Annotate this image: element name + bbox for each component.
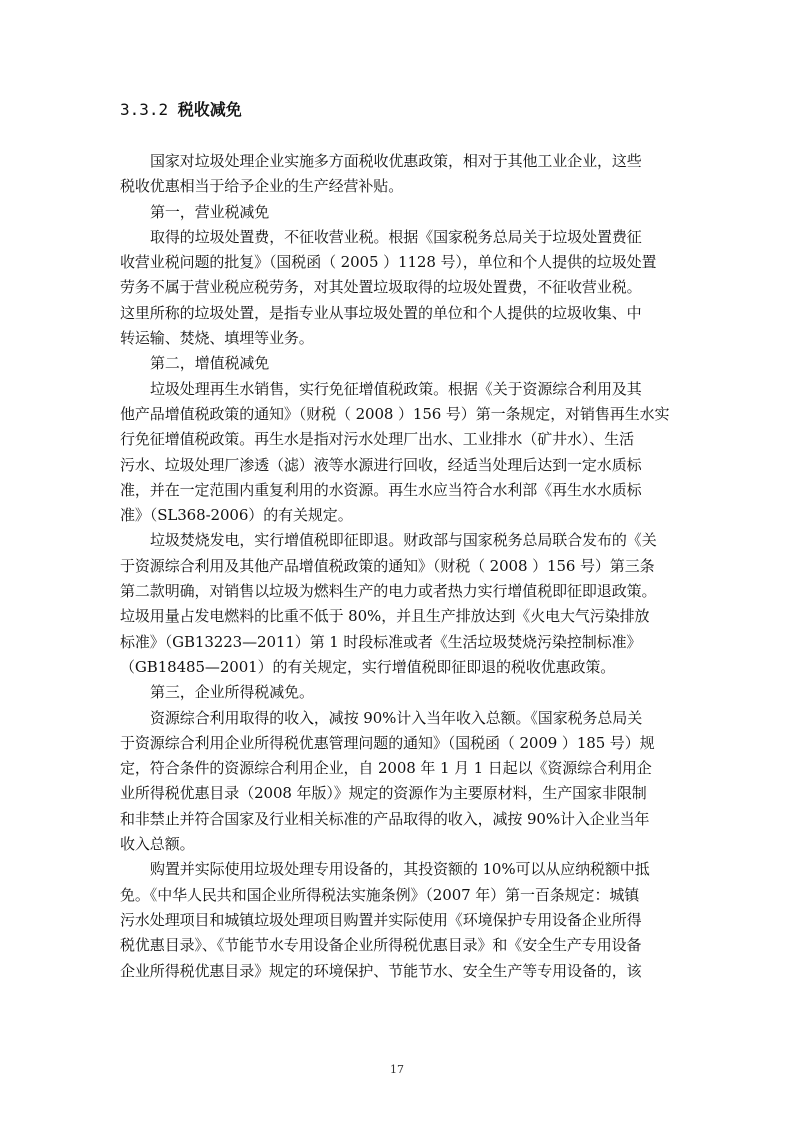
body-text xyxy=(120,149,682,984)
text-line: （GB18485—2001）的有关规定，实行增值税即征即退的税收优惠政策。 xyxy=(120,657,616,676)
text-line: 取得的垃圾处置费，不征收营业税。根据《国家税务总局关于垃圾处置费征 xyxy=(150,227,642,246)
page-number: 17 xyxy=(390,1063,404,1076)
text-line: 购置并实际使用垃圾处理专用设备的，其投资额的 10%可以从应纳税额中抵 xyxy=(150,860,650,879)
text-line: 污水处理项目和城镇垃圾处理项目购置并实际使用《环境保护专用设备企业所得 xyxy=(120,910,642,929)
text-line: 他产品增值税政策的通知》（财税（ 2008 ）156 号）第一条规定，对销售再生水实 xyxy=(120,404,670,423)
text-line: 垃圾焚烧发电，实行增值税即征即退。财政部与国家税务总局联合发布的《关 xyxy=(150,531,657,550)
text-line: 免。《中华人民共和国企业所得税法实施条例》（2007 年）第一百条规定：城镇 xyxy=(120,885,640,904)
text-line: 第二款明确，对销售以垃圾为燃料生产的电力或者热力实行增值税即征即退政策。 xyxy=(120,582,657,601)
text-line: 和非禁止并符合国家及行业相关标准的产品取得的收入，减按 90%计入企业当年 xyxy=(120,809,650,828)
section-heading xyxy=(120,98,242,122)
text-line: 标准》（GB13223—2011）第 1 时段标准或者《生活垃圾焚烧污染控制标准》 xyxy=(120,632,642,651)
text-line: 垃圾用量占发电燃料的比重不低于 80%，并且生产排放达到《火电大气污染排放 xyxy=(120,607,650,626)
text-line: 这里所称的垃圾处置，是指专业从事垃圾处置的单位和个人提供的垃圾收集、中 xyxy=(120,303,642,322)
text-line: 劳务不属于营业税应税劳务，对其处置垃圾取得的垃圾处置费，不征收营业税。 xyxy=(120,278,642,297)
text-line: 收入总额。 xyxy=(120,835,195,854)
text-line: 资源综合利用取得的收入，减按 90%计入当年收入总额。《国家税务总局关 xyxy=(150,708,643,727)
text-line: 收营业税问题的批复》（国税函（ 2005 ）1128 号），单位和个人提供的垃圾处置 xyxy=(120,253,657,272)
text-line: 第二，增值税减免 xyxy=(150,354,270,373)
text-line: 污水、垃圾处理厂渗透（滤）液等水源进行回收，经适当处理后达到一定水质标 xyxy=(120,455,642,474)
text-line: 定，符合条件的资源综合利用企业，自 2008 年 1 月 1 日起以《资源综合利用企 xyxy=(120,759,652,778)
text-line: 第一，营业税减免 xyxy=(150,202,270,221)
text-line: 业所得税优惠目录（2008 年版）》规定的资源作为主要原材料，生产国家非限制 xyxy=(120,784,647,803)
text-line: 企业所得税优惠目录》规定的环境保护、节能节水、安全生产等专用设备的，该 xyxy=(120,961,642,980)
text-line: 于资源综合利用及其他产品增值税政策的通知》（财税（ 2008 ）156 号）第三条 xyxy=(120,556,655,575)
section-title: 税收减免 xyxy=(177,100,242,119)
text-line: 垃圾处理再生水销售，实行免征增值税政策。根据《关于资源综合利用及其 xyxy=(150,379,642,398)
section-number: 3.3.2 xyxy=(120,100,169,119)
text-line: 准》（SL368-2006）的有关规定。 xyxy=(120,506,353,525)
text-line: 转运输、焚烧、填埋等业务。 xyxy=(120,329,314,348)
text-line: 行免征增值税政策。再生水是指对污水处理厂出水、工业排水（矿井水）、生活 xyxy=(120,430,635,449)
text-line: 国家对垃圾处理企业实施多方面税收优惠政策，相对于其他工业企业，这些 xyxy=(150,152,642,170)
text-line: 税收优惠相当于给予企业的生产经营补贴。 xyxy=(120,177,404,196)
text-line: 于资源综合利用企业所得税优惠管理问题的通知》（国税函（ 2009 ）185 号）规 xyxy=(120,733,655,752)
text-line: 税优惠目录》、《节能节水专用设备企业所得税优惠目录》和《安全生产专用设备 xyxy=(120,936,642,955)
text-line: 第三，企业所得税减免。 xyxy=(150,683,314,702)
text-line: 准，并在一定范围内重复利用的水资源。再生水应当符合水利部《再生水水质标 xyxy=(120,480,642,499)
